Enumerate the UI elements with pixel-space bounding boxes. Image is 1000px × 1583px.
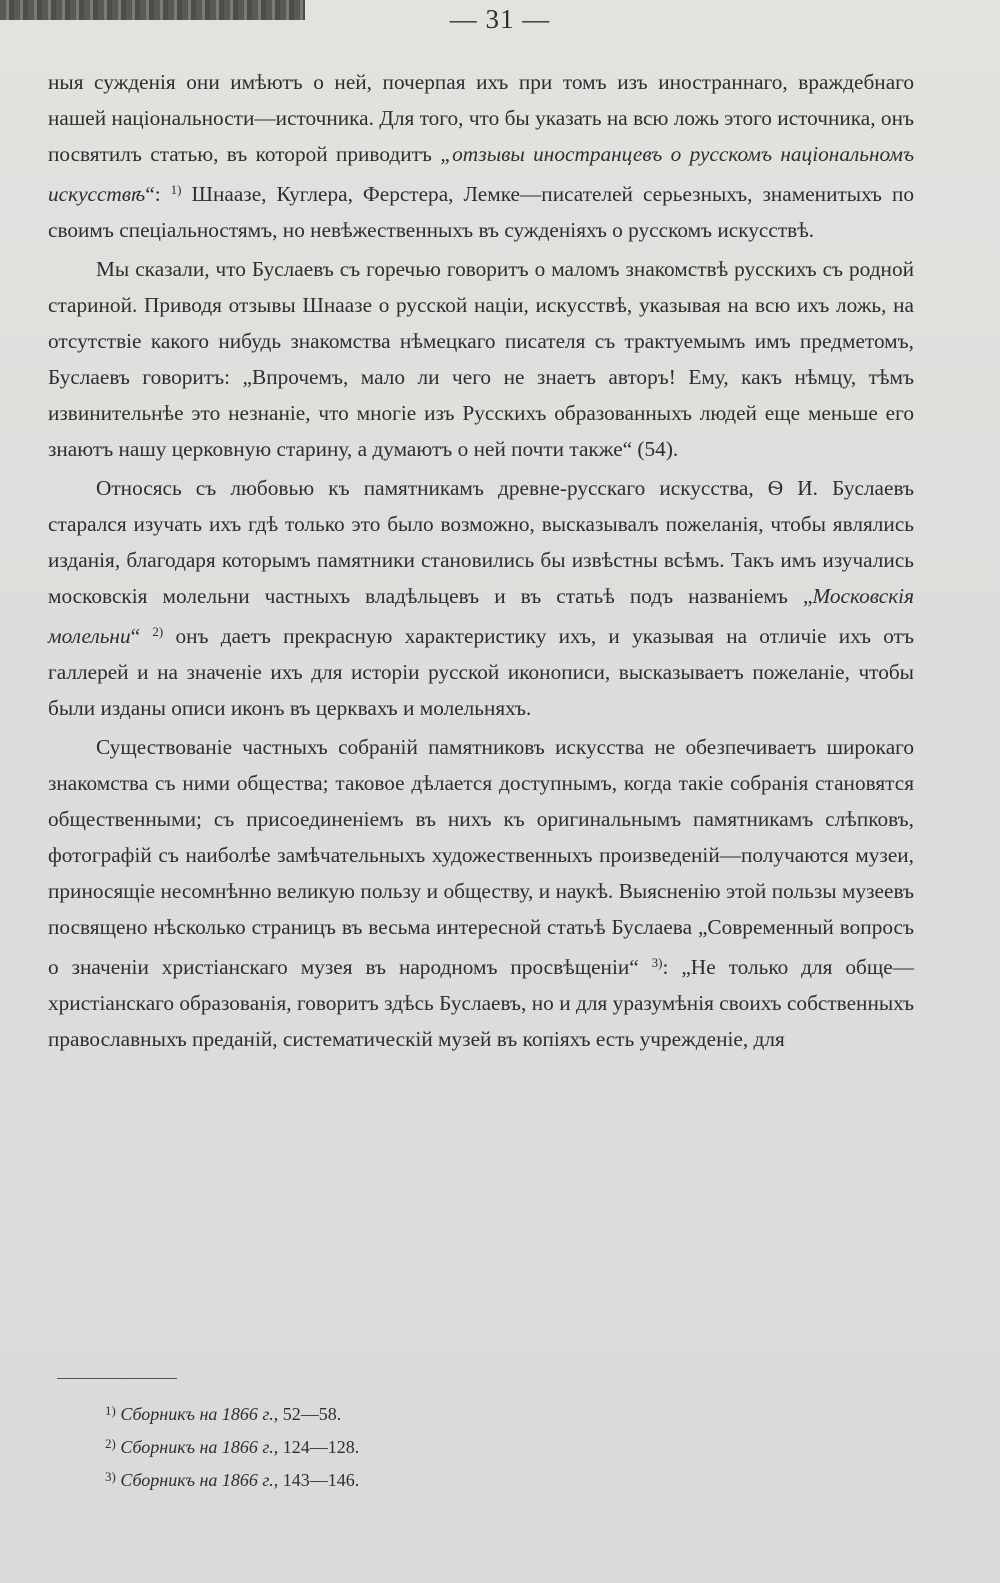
footnote-pages: , 52—58. — [273, 1404, 342, 1424]
text-run: : „Не только для обще—христіанскаго образованія, говоритъ здѣсь Буслаевъ, но и для уразумѣнія своихъ собственныхъ православныхъ преданій, систематическій музей въ копіяхъ есть учрежденіе, для — [48, 955, 914, 1051]
paragraph-2 — [48, 251, 914, 467]
text-run: Относясь съ любовью къ памятникамъ древне-русскаго искусства, Ѳ И. Буслаевъ старался изучать ихъ гдѣ только это было возможно, высказывалъ пожеланія, чтобы являлись изданія, благодаря которымъ памятники становились бы извѣстны всѣмъ. Такъ имъ изучались московскія молельни частныхъ владѣльцевъ и въ статьѣ подъ названіемъ „ — [48, 476, 914, 608]
footnote-pages: , 143—146. — [273, 1470, 360, 1490]
paragraph-4 — [48, 729, 914, 1057]
footnote-mark: 3) — [105, 1469, 116, 1484]
body-text — [48, 64, 914, 1057]
italic-title: „отзывы иностранцевъ о русскомъ національномъ искусствѣ — [48, 142, 915, 206]
footnotes — [105, 1396, 359, 1495]
footnote-mark: 2) — [105, 1436, 116, 1451]
text-run: “: — [145, 182, 171, 206]
footnote-reference: 2) — [152, 624, 164, 639]
footnote-3 — [105, 1462, 359, 1495]
footnote-pages: , 124—128. — [273, 1437, 360, 1457]
paragraph-3 — [48, 470, 914, 726]
footnote-divider — [57, 1378, 177, 1379]
text-run: ныя сужденія они имѣютъ о ней, почерпая ихъ при томъ изъ иностраннаго, враждебнаго нашей національности—источника. Для того, что бы указать на всю ложь этого источника, онъ посвятилъ статью, въ которой приводитъ — [48, 70, 914, 166]
paragraph-1 — [48, 64, 914, 248]
text-run: онъ даетъ прекрасную характеристику ихъ, и указывая на отличіе ихъ отъ галлерей и на значеніе ихъ для исторіи русской иконописи, высказываетъ пожеланіе, чтобы были изданы описи иконъ въ церквахъ и молельняхъ. — [48, 624, 914, 720]
text-run: Существованіе частныхъ собраній памятниковъ искусства не обезпечиваетъ широкаго знакомства съ ними общества; таковое дѣлается доступнымъ, когда такіе собранія становятся общественными; съ присоединеніемъ въ нихъ къ оригинальнымъ памятникамъ слѣпковъ, фотографій съ наиболѣе замѣчательныхъ художественныхъ произведеній—получаются музеи, приносящіе несомнѣнно великую пользу и обществу, и наукѣ. Выясненію этой пользы музеевъ посвящено нѣсколько страницъ въ весьма интересной статьѣ Буслаева „Современный вопросъ о значеніи христіанскаго музея въ народномъ просвѣщеніи“ — [48, 735, 914, 979]
text-run: “ — [130, 624, 153, 648]
footnote-1 — [105, 1396, 359, 1429]
text-run: Шнаазе, Куглера, Ферстера, Лемке—писателей серьезныхъ, знаменитыхъ по своимъ спеціальностямъ, но невѣжественныхъ въ сужденіяхъ о русскомъ искусствѣ. — [48, 182, 914, 242]
footnote-2 — [105, 1429, 359, 1462]
footnote-source: Сборникъ на 1866 г. — [120, 1404, 274, 1424]
footnote-reference: 3) — [651, 955, 663, 970]
footnote-source: Сборникъ на 1866 г. — [120, 1437, 274, 1457]
page-number: — 31 — — [449, 4, 551, 34]
footnote-reference: 1) — [170, 182, 182, 197]
text-run: Мы сказали, что Буслаевъ съ горечью говоритъ о маломъ знакомствѣ русскихъ съ родной стариной. Приводя отзывы Шнаазе о русской націи, искусствѣ, указывая на всю ихъ ложь, на отсутствіе какого нибудь знакомства нѣмецкаго писателя съ трактуемымъ имъ предметомъ, Буслаевъ говоритъ: „Впрочемъ, мало ли чего не знаетъ авторъ! Ему, какъ нѣмцу, тѣмъ извинительнѣе это незнаніе, что многіе изъ Русскихъ образованныхъ людей еще меньше его знаютъ нашу церковную старину, а думаютъ о ней почти также“ (54). — [48, 257, 914, 461]
footnote-mark: 1) — [105, 1403, 116, 1418]
footnote-source: Сборникъ на 1866 г. — [120, 1470, 274, 1490]
italic-title: Московскія молельни — [48, 584, 914, 648]
